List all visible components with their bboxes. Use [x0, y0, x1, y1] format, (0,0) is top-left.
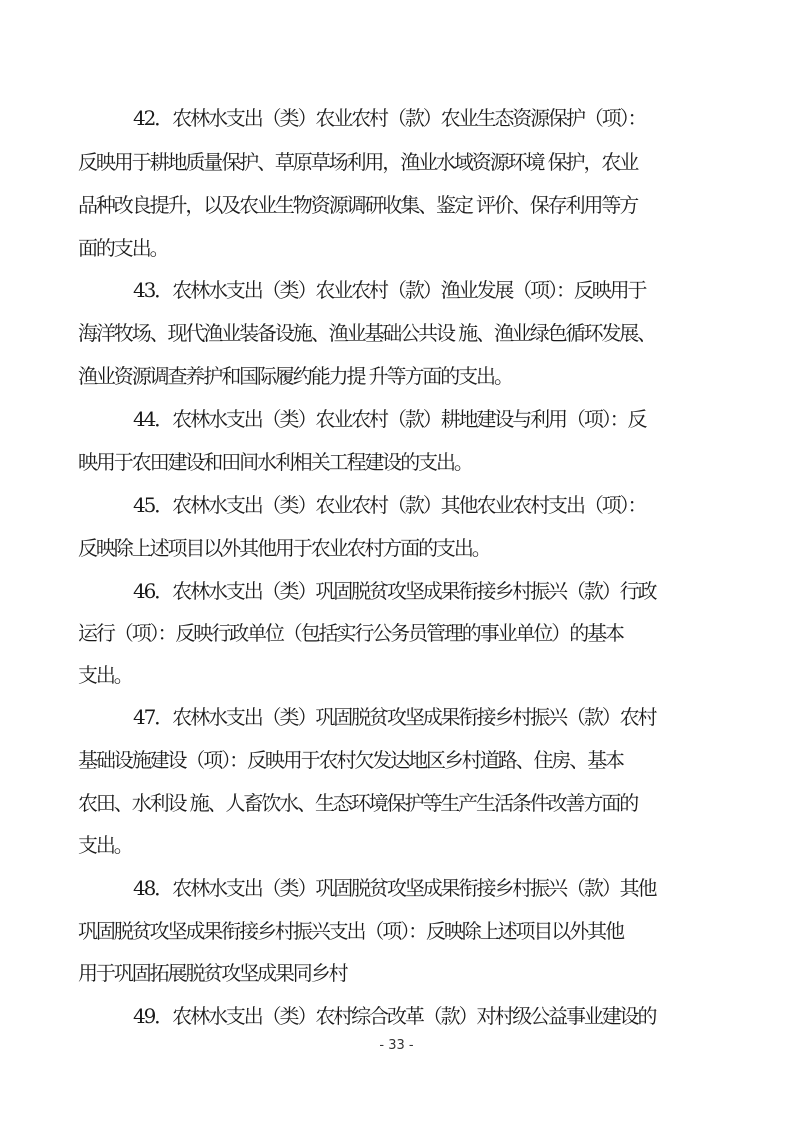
- page-number: - 33 -: [379, 1038, 414, 1053]
- text-line: 基础设施建设（项）：反映用于农村欠发达地区乡村道路、住房、基本: [78, 748, 623, 772]
- text-line: 44．农林水支出（类）农业农村（款）耕地建设与利用（项）：反: [133, 407, 646, 431]
- text-line: 反映用于耕地质量保护、草原草场利用，渔业水域资源环境 保护，农业: [78, 150, 638, 174]
- text-line: 渔业资源调查养护和国际履约能力提 升等方面的支出。: [78, 364, 512, 388]
- text-line: 用于巩固拓展脱贫攻坚成果同乡村: [78, 961, 347, 985]
- text-line: 反映除上述项目以外其他用于农业农村方面的支出。: [78, 536, 490, 560]
- text-line: 42．农林水支出（类）农业农村（款）农业生态资源保护（项）：: [133, 106, 646, 130]
- text-line: 45．农林水支出（类）农业农村（款）其他农业农村支出（项）：: [133, 493, 646, 517]
- text-line: 支出。: [78, 663, 132, 687]
- text-line: 43．农林水支出（类）农业农村（款）渔业发展（项）：反映用于: [133, 278, 646, 302]
- text-line: 面的支出。: [78, 236, 168, 260]
- text-line: 47．农林水支出（类）巩固脱贫攻坚成果衔接乡村振兴（款）农村: [133, 705, 656, 729]
- text-line: 农田、水利设 施、人畜饮水、生态环境保护等生产生活条件改善方面的: [78, 791, 638, 815]
- text-line: 巩固脱贫攻坚成果衔接乡村振兴支出（项）：反映除上述项目以外其他: [78, 919, 623, 943]
- text-line: 46．农林水支出（类）巩固脱贫攻坚成果衔接乡村振兴（款）行政: [133, 579, 656, 603]
- text-line: 支出。: [78, 833, 132, 857]
- text-line: 海洋牧场、现代渔业装备设施、渔业基础公共设 施、渔业绿色循环发展、: [78, 321, 656, 345]
- text-line: 品种改良提升，以及农业生物资源调研收集、鉴定 评价、保存利用等方: [78, 193, 638, 217]
- text-line: 运行（项）：反映行政单位（包括实行公务员管理的事业单位）的基本: [78, 621, 623, 645]
- text-line: 映用于农田建设和田间水利相关工程建设的支出。: [78, 450, 472, 474]
- text-line: 49．农林水支出（类）农村综合改革（款）对村级公益事业建设的: [133, 1004, 656, 1028]
- text-line: 48．农林水支出（类）巩固脱贫攻坚成果衔接乡村振兴（款）其他: [133, 876, 656, 900]
